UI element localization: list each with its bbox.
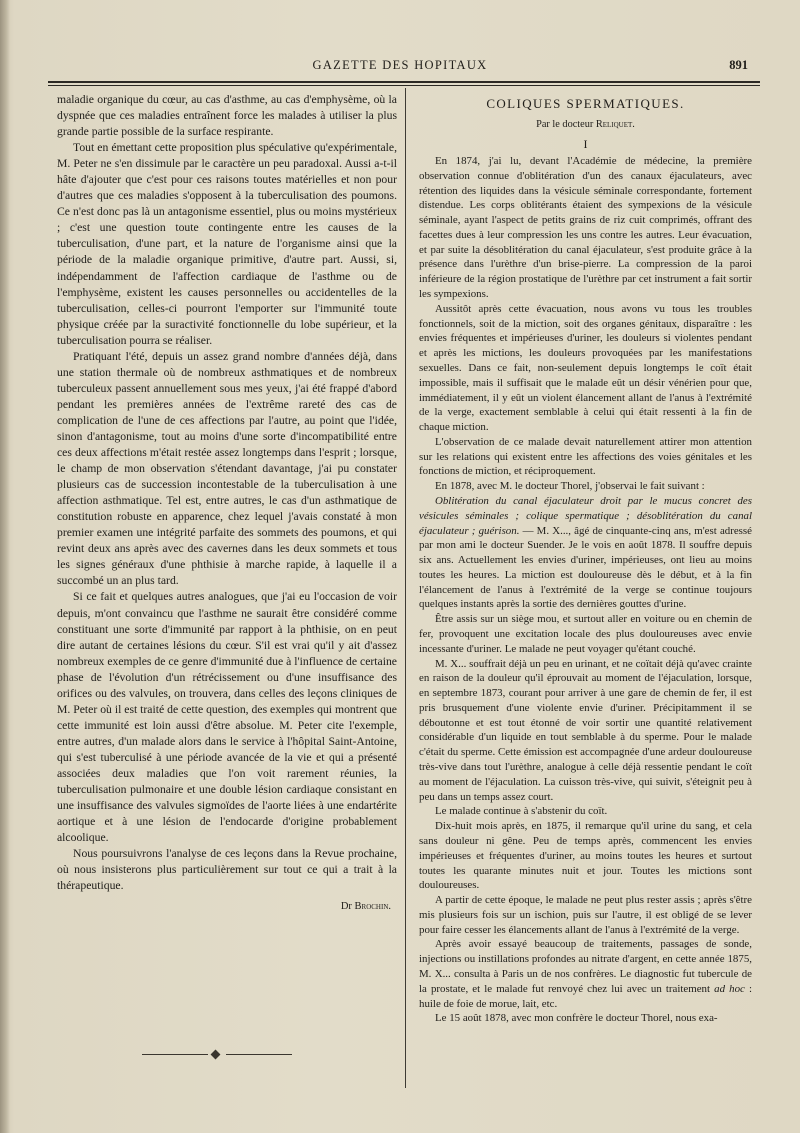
- signature-prefix: Dr: [340, 901, 355, 913]
- author-signature: [57, 899, 397, 915]
- running-title: GAZETTE DES HOPITAUX: [312, 58, 488, 72]
- paragraph: Le 15 août 1878, avec mon confrère le docteur Thorel, nous exa-: [435, 1012, 718, 1025]
- byline-author: Reliquet.: [595, 119, 635, 130]
- text-run: : huile de foie de morue, lait, etc.: [419, 982, 753, 1010]
- paragraph: L'observation de ce malade devait naturellement attirer mon attention sur les relations qui existent entre les affections des voies génitales et les fonctions de miction, et réciproquement.: [419, 435, 752, 478]
- paragraph: maladie organique du cœur, au cas d'asthme, au cas d'emphysème, où la dyspnée que ces maladies entraînent force les malades à utiliser la plus grande partie possible de la surface respirante.: [57, 93, 397, 139]
- paragraph: Dix-huit mois après, en 1875, il remarque qu'il urine du sang, et cela sans douleur ni gêne. Peu de temps après, commencent les envies impérieuses et fréquentes d'uriner, au moins toutes les heures et surtout toutes les quarante minutes nuit et jour. Toutes les mictions sont douloureuses.: [419, 820, 752, 892]
- article-title: COLIQUES SPERMATIQUES.: [486, 96, 685, 111]
- ornament-line: [226, 1054, 292, 1055]
- section-number: I: [583, 137, 588, 151]
- signature-name: Brochin.: [354, 901, 391, 913]
- italic-run: ad hoc: [714, 982, 745, 995]
- observation-paragraph: [419, 494, 752, 612]
- byline: [419, 117, 752, 132]
- ornament-line: [142, 1054, 208, 1055]
- paragraph: A partir de cette époque, le malade ne peut plus rester assis ; après s'être mis plusieurs fois sur un ischion, puis sur l'autre, il est obligé de se lever pour faire cesser les élancements allant de l'anus à l'extrémité de la verge.: [419, 894, 752, 936]
- column-divider: [405, 88, 406, 1088]
- paragraph: En 1874, j'ai lu, devant l'Académie de médecine, la première observation connue d'oblitération d'un des canaux éjaculateurs, avec rétention des liquides dans la vésicule séminale correspondante, fortement distendue. Les corps oblitérants étaient des sympexions de la vésicule séminale, ayant l'aspect de petits grains de riz cuit comprimés, offrant des facettes dues à leur compression les uns contre les autres. Leur évacuation, et par suite la désoblitération du canal éjaculateur, s'est produite grâce à la présence dans l'urèthre d'un brise-pierre. La compression de la paroi inférieure de la région prostatique de l'urèthre par cet instrument a fait sortir les sympexions.: [419, 155, 752, 301]
- running-head: [40, 58, 760, 78]
- paragraph: Aussitôt après cette évacuation, nous avons vu tous les troubles fonctionnels, soit de la miction, soit des organes génitaux, disparaître : les envies fréquentes et impérieuses d'uriner, les douleurs si violentes pendant et après les mictions, les douleurs provoquées par les manifestations sexuelles. Dans ce fait, non-seulement depuis longtemps le coït était impossible, mais il suffisait que le malade eût un désir vénérien pour que, immédiatement, il y eût un violent élancement allant de l'anus à l'extrémité de la verge, exactement semblable à celui qui était ressenti à la fin de chaque miction.: [419, 302, 752, 434]
- observation-heading: Oblitération du canal éjaculateur droit par le mucus concret des vésicules séminales ; colique spermatique ; désoblitération du canal éjaculateur ; guérison.: [419, 494, 752, 537]
- paragraph: M. X... souffrait déjà un peu en urinant, et ne coïtait déjà qu'avec crainte en raison de la douleur qu'il éprouvait au moment de l'éjaculation, lorsque, en septembre 1873, courant pour arriver à une gare de chemin de fer, il est pris brusquement d'une violente envie d'uriner. Précipitamment il se déboutonne et est tout étonné de voir sortir une quantité relativement considérable d'un liquide en tout semblable à du sperme. Pour le malade c'était du sperme. Cette émission est accompagnée d'une ardeur douloureuse très-vive dans tout l'urèthre, analogue à celle déjà ressentie pendant le coït au moment de l'éjaculation. La cuisson très-vive, qui suivit, s'éteignit peu à peu dans un temps assez court.: [419, 657, 752, 803]
- paragraph: Le malade continue à s'abstenir du coït.: [435, 805, 608, 818]
- paragraph: Nous poursuivrons l'analyse de ces leçons dans la Revue prochaine, où nous insisterons plus particulièrement sur tout ce qui a trait à la thérapeutique.: [57, 847, 397, 893]
- end-ornament: [142, 1051, 292, 1059]
- page-number: 891: [729, 58, 748, 72]
- binding-shadow: [0, 0, 10, 1133]
- paragraph: Si ce fait et quelques autres analogues, que j'ai eu l'occasion de voir depuis, m'ont convaincu que l'asthme ne saurait être considéré comme constituant une sorte d'immunité par rapport à la phthisie, on en peut dire autant de certaines lésions du cœur. S'il est vrai qu'il y ait d'assez nombreux exemples de ce genre d'immunité due à l'influence de certaine phase de l'évolution d'un rétrécissement ou d'une insuffisance des orifices ou des valvules, on trouvera, dans celles des leçons cliniques de M. Peter où il est traité de cette question, des exemples qui montrent que cette immunité est loin aussi d'être absolue. M. Peter cite l'exemple, entre autres, d'un malade alors dans le service à l'hôpital Saint-Antoine, qui s'est tuberculisé à une période avancée de la vie et qui a présenté associées deux maladies que l'on voit rarement réunies, la tuberculisation pulmonaire et une double lésion cardiaque consistant en une insuffisance des valvules sigmoïdes de l'aorte liées à une endartérite aortique et à une lésion de l'endocarde d'origine probablement alcoolique.: [57, 590, 397, 845]
- ornament-diamond: [211, 1050, 221, 1060]
- paragraph: Tout en émettant cette proposition plus spéculative qu'expérimentale, M. Peter ne s'en dissimule par le caractère un peu paradoxal. Aussi a-t-il hâte d'ajouter que c'est pour ces raisons toutes matérielles et non pour d'autres que ces maladies s'opposent à la tuberculisation des poumons. Ce n'est donc pas là un antagonisme essentiel, plus ou moins mystérieux ; c'est une question toute contingente entre les causes de la tuberculisation, d'une part, et la nature de l'organisme ainsi que la période de la maladie organique primitive, d'autre part. Aussi, si, indépendamment de l'affection cardiaque de l'asthme ou de l'emphysème, existent les causes personnelles ou accidentelles de la tuberculisation, celles-ci pourront l'emporter sur l'immunité toute physique créée par la suractivité fonctionnelle du lobe supérieur, et la tuberculisation pourra se réaliser.: [57, 141, 397, 347]
- left-column: [57, 92, 397, 915]
- paragraph: [419, 937, 752, 1011]
- right-column: [419, 92, 752, 1026]
- text-run: Après avoir essayé beaucoup de traitements, passages de sonde, injections ou instillations profondes au nitrate d'argent, en cette année 1875, M. X... consulta à Paris un de nos confrères. Le diagnostic fut tubercule de la prostate, et le malade fut renvoyé chez lui avec un traitement: [419, 938, 752, 995]
- paragraph: En 1878, avec M. le docteur Thorel, j'observai le fait suivant :: [435, 480, 705, 493]
- paragraph: Pratiquant l'été, depuis un assez grand nombre d'années déjà, dans une station thermale où de nombreux asthmatiques et de nombreux tuberculeux passent annuellement sous mes yeux, j'ai été frappé d'abord pendant les premières années de l'extrême rareté des cas de complication de l'une de ces affections par l'autre, au point que l'idée, sinon d'antagonisme, tout au moins d'une sorte d'incompatibilité entre ces deux affections m'était restée assez longtemps dans l'esprit ; lorsque, le champ de mon observation s'étendant davantage, j'ai pu constater plusieurs cas de succession incontestable de la tuberculisation à une affection asthmatique. Tel est, entre autres, le cas d'un asthmatique de constitution robuste en apparence, chez lequel j'avais constaté à mon premier examen une intégrité parfaite des sommets des poumons, et qui revint deux ans après avec des cavernes dans les deux sommets et tous les signes généraux d'une phthisie à marche rapide, à laquelle il a succombé un an plus tard.: [57, 349, 397, 588]
- observation-text: — M. X..., âgé de cinquante-cinq ans, m'est adressé par mon ami le docteur Suender. Je le vois en août 1878. Il souffre depuis six ans. Actuellement les envies d'uriner, impérieuses, ont lieu au moins toutes les heures. La miction est douloureuse dès le début, et à la fin l'élancement de l'anus à l'extrémité de la verge se continue toujours quelques instants après la sortie des dernières gouttes d'urine.: [419, 524, 752, 611]
- paragraph: Être assis sur un siège mou, et surtout aller en voiture ou en chemin de fer, provoquent une excitation locale des plus douloureuses avec envie incessante d'uriner. Le malade ne peut voyager qu'étant couché.: [419, 613, 752, 655]
- header-rule: [48, 81, 760, 86]
- byline-prefix: Par le docteur: [536, 119, 596, 130]
